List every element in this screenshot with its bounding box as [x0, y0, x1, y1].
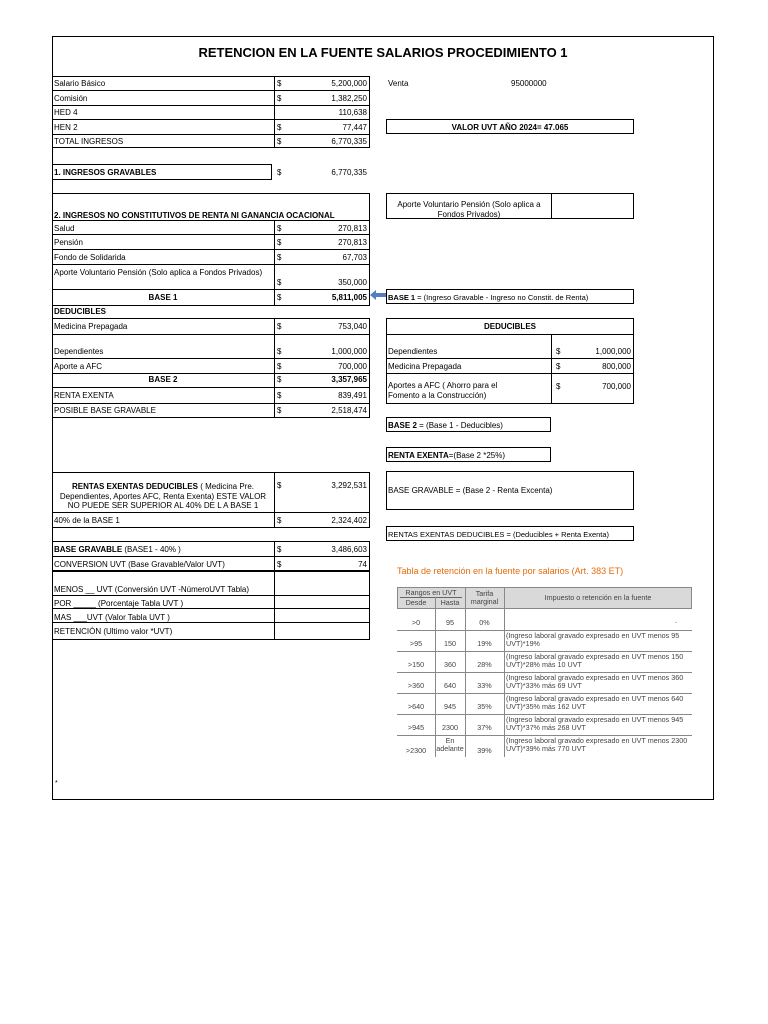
no-constitutivo-label: Fondo de Solidarida: [54, 253, 126, 262]
deducible-value: 753,040: [338, 322, 367, 331]
base2-note: BASE 2 = (Base 1 - Deducibles): [388, 421, 503, 430]
arrow-left-icon: [370, 290, 386, 300]
footnote: *: [55, 780, 58, 787]
currency-symbol: $: [277, 278, 282, 287]
base-gravable-value: 3,486,603: [331, 545, 367, 554]
no-constitutivos-header: 2. INGRESOS NO CONSTITUTIVOS DE RENTA NI GANANCIA OCACIONAL: [54, 211, 335, 220]
ingreso-label: HEN 2: [54, 123, 78, 132]
tabla-title: Tabla de retención en la fuente por salarios (Art. 383 ET): [397, 566, 624, 576]
rentas-exentas-label: RENTAS EXENTAS DEDUCIBLES ( Medicina Pre. Dependientes, Aportes AFC, Renta Exenta) ESTE VALOR NO PUEDE SER SUPERIOR AL 40% DE L A BASE 1: [59, 482, 267, 510]
deducible-right-label: Dependientes: [388, 347, 438, 356]
base2-label: BASE 2: [148, 375, 178, 384]
rentas-exentas-value: 3,292,531: [331, 481, 367, 490]
posible-base-value: 2,518,474: [331, 406, 367, 415]
base1-label: BASE 1: [148, 293, 178, 302]
currency-symbol: $: [556, 347, 561, 356]
no-constitutivo-value: 67,703: [342, 253, 367, 262]
uvt-value-note: VALOR UVT AÑO 2024= 47.065: [451, 123, 569, 132]
impuesto-cell: (Ingreso laboral gravado expresado en UVT menos 640 UVT)*35% más 162 UVT: [506, 694, 684, 711]
hasta-header: Hasta: [440, 598, 460, 607]
currency-symbol: $: [277, 516, 282, 525]
no-constitutivo-label: Pensión: [54, 238, 83, 247]
ingreso-label: Salario Básico: [54, 79, 106, 88]
tarifa-cell: 28%: [477, 660, 492, 669]
ingreso-value: 5,200,000: [331, 79, 367, 88]
base1-value: 5,811,005: [331, 293, 367, 302]
hasta-cell: 95: [446, 618, 454, 627]
deducibles-header: DEDUCIBLES: [54, 307, 107, 316]
posible-base-label: POSIBLE BASE GRAVABLE: [54, 406, 156, 415]
conversion-label: CONVERSION UVT (Base Gravable/Valor UVT): [54, 560, 225, 569]
conversion-value: 74: [358, 560, 367, 569]
rangos-header: Rangos en UVT: [405, 588, 457, 597]
deducible-value: 700,000: [338, 362, 367, 371]
tarifa-cell: 33%: [477, 681, 492, 690]
ingreso-value: 1,382,250: [331, 94, 367, 103]
impuesto-cell: (Ingreso laboral gravado expresado en UVT menos 945 UVT)*37% más 268 UVT: [506, 715, 684, 732]
currency-symbol: $: [277, 238, 282, 247]
total-ingresos-value: 6,770,335: [331, 137, 367, 146]
currency-symbol: $: [277, 168, 282, 177]
deducible-label: Medicina Prepagada: [54, 322, 128, 331]
cuarenta-label: 40% de la BASE 1: [54, 516, 120, 525]
paso-por: POR _____ (Porcentaje Tabla UVT ): [54, 599, 184, 608]
hasta-cell: 945: [444, 702, 456, 711]
aporte-voluntario-note: Aporte Voluntario Pensión (Solo aplica a Fondos Privados): [397, 200, 541, 219]
currency-symbol: $: [277, 391, 282, 400]
deducibles-right-header: DEDUCIBLES: [483, 322, 536, 331]
impuesto-cell: (Ingreso laboral gravado expresado en UVT menos 360 UVT)*33% más 69 UVT: [506, 673, 684, 690]
paso-mas: MAS ___UVT (Valor Tabla UVT ): [54, 613, 170, 622]
hasta-cell: En adelante: [436, 736, 464, 753]
ingreso-value: 77,447: [342, 123, 367, 132]
tabla-dot: .: [675, 616, 677, 625]
currency-symbol: $: [277, 481, 282, 490]
renta-exenta-value: 839,491: [338, 391, 367, 400]
currency-symbol: $: [277, 545, 282, 554]
currency-symbol: $: [277, 406, 282, 415]
renta-exenta-note: RENTA EXENTA=(Base 2 *25%): [388, 451, 506, 460]
desde-cell: >640: [407, 702, 425, 711]
desde-header: Desde: [405, 598, 427, 607]
cuarenta-value: 2,324,402: [331, 516, 367, 525]
tarifa-cell: 0%: [479, 618, 490, 627]
tarifa-cell: 35%: [477, 702, 492, 711]
page-title: RETENCION EN LA FUENTE SALARIOS PROCEDIMIENTO 1: [198, 45, 568, 60]
base-gravable-label: BASE GRAVABLE (BASE1 - 40% ): [54, 545, 181, 554]
ingreso-value: 110,638: [338, 108, 367, 117]
hasta-cell: 360: [444, 660, 456, 669]
ingreso-label: Comisión: [54, 94, 88, 103]
venta-value: 95000000: [511, 79, 547, 88]
uvt-retention-table: [397, 587, 692, 757]
no-constitutivo-value: 350,000: [338, 278, 367, 287]
currency-symbol: $: [556, 382, 561, 391]
hasta-cell: 150: [444, 639, 456, 648]
base-gravable-note: BASE GRAVABLE = (Base 2 - Renta Excenta): [388, 486, 553, 495]
rentas-exentas-note: RENTAS EXENTAS DEDUCIBLES = (Deducibles + Renta Exenta): [388, 530, 610, 539]
no-constitutivo-label: Salud: [54, 224, 75, 233]
total-ingresos-label: TOTAL INGRESOS: [54, 137, 124, 146]
deducible-right-value: 700,000: [602, 382, 631, 391]
currency-symbol: $: [277, 293, 282, 302]
paso-retencion: RETENCIÓN (Ultimo valor *UVT): [54, 627, 173, 636]
no-constitutivo-value: 270,813: [338, 224, 367, 233]
ingresos-gravables-value: 6,770,335: [331, 168, 367, 177]
deducible-right-value: 800,000: [602, 362, 631, 371]
impuesto-cell: (Ingreso laboral gravado expresado en UVT menos 150 UVT)*28% más 10 UVT: [506, 652, 684, 669]
impuesto-header: Impuesto o retención en la fuente: [544, 593, 652, 602]
tarifa-cell: 19%: [477, 639, 492, 648]
desde-cell: >945: [407, 723, 425, 732]
currency-symbol: $: [277, 375, 282, 384]
ingreso-label: HED 4: [54, 108, 78, 117]
desde-cell: >2300: [405, 746, 427, 755]
desde-cell: >95: [409, 639, 423, 648]
currency-symbol: $: [277, 322, 282, 331]
currency-symbol: $: [277, 560, 282, 569]
deducible-label: Aporte a AFC: [54, 362, 103, 371]
impuesto-cell: (Ingreso laboral gravado expresado en UVT menos 2300 UVT)*39% más 770 UVT: [506, 736, 688, 753]
currency-symbol: $: [277, 137, 282, 146]
no-constitutivo-value: 270,813: [338, 238, 367, 247]
deducible-label: Dependientes: [54, 347, 104, 356]
base2-value: 3,357,965: [331, 375, 367, 384]
currency-symbol: $: [556, 362, 561, 371]
currency-symbol: $: [277, 224, 282, 233]
currency-symbol: $: [277, 253, 282, 262]
tarifa-cell: 37%: [477, 723, 492, 732]
base1-note: BASE 1 = (Ingreso Gravable - Ingreso no Constit. de Renta): [388, 293, 589, 302]
desde-cell: >360: [407, 681, 425, 690]
currency-symbol: $: [277, 362, 282, 371]
venta-label: Venta: [388, 79, 409, 88]
tarifa-cell: 39%: [477, 746, 492, 755]
deducible-right-label: Medicina Prepagada: [388, 362, 462, 371]
currency-symbol: $: [277, 123, 282, 132]
tarifa-header: Tarifa marginal: [470, 589, 499, 606]
no-constitutivo-label: Aporte Voluntario Pensión (Solo aplica a Fondos Privados): [54, 268, 263, 277]
ingresos-gravables-label: 1. INGRESOS GRAVABLES: [54, 168, 157, 177]
currency-symbol: $: [277, 347, 282, 356]
deducible-value: 1,000,000: [331, 347, 367, 356]
impuesto-cell: (Ingreso laboral gravado expresado en UVT menos 95 UVT)*19%: [506, 631, 680, 648]
hasta-cell: 2300: [442, 723, 458, 732]
desde-cell: >0: [411, 618, 421, 627]
desde-cell: >150: [407, 660, 425, 669]
hasta-cell: 640: [444, 681, 456, 690]
deducible-right-value: 1,000,000: [595, 347, 631, 356]
paso-menos: MENOS __ UVT (Conversión UVT -NúmeroUVT Tabla): [54, 585, 250, 594]
currency-symbol: $: [277, 94, 282, 103]
deducible-right-label: Aportes a AFC ( Ahorro para el Fomento a la Construcción): [388, 381, 498, 400]
currency-symbol: $: [277, 79, 282, 88]
renta-exenta-label: RENTA EXENTA: [54, 391, 114, 400]
